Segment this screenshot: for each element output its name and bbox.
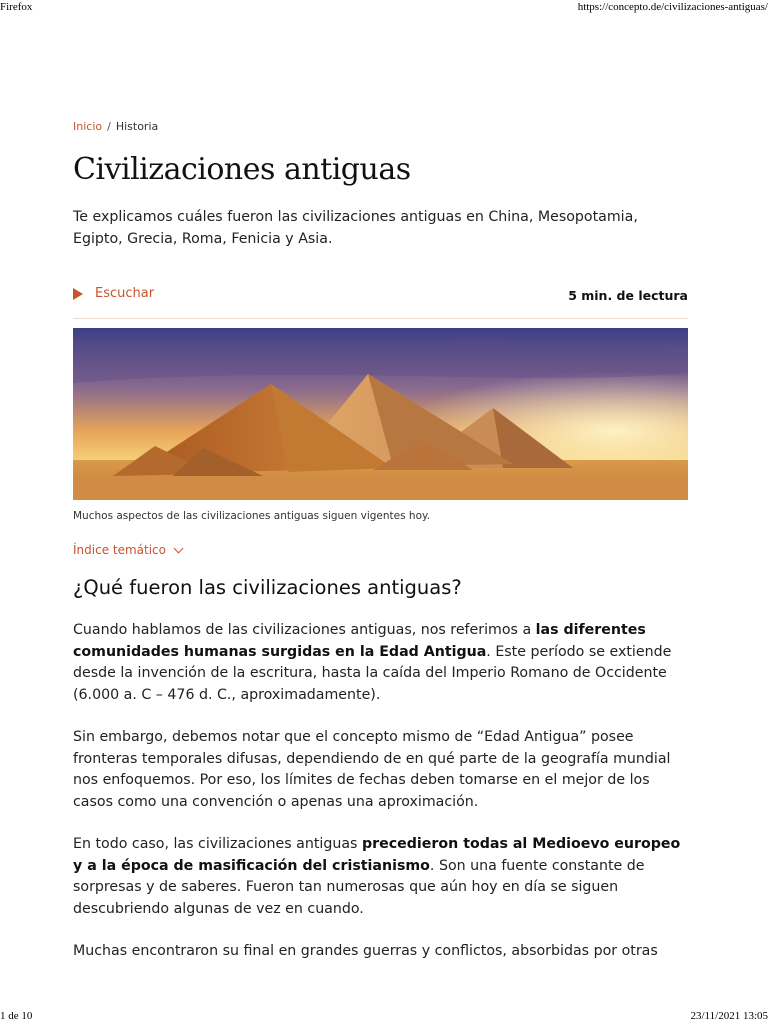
page-number: 1 de 10 xyxy=(0,1010,33,1022)
listen-button[interactable] xyxy=(73,286,154,301)
paragraph-4: Muchas encontraron su final en grandes guerras y conflictos, absorbidas por otras xyxy=(73,943,658,959)
paragraph-1: Cuando hablamos de las civilizaciones antiguas, nos referimos a las diferentes comunidades humanas surgidas en la Edad Antigua. Este período se extiende desde la invención de la escritura, hasta la caída del Imperio Romano de Occidente (6.000 a. C – 476 d. C., aproximadamente). xyxy=(73,622,672,703)
print-header-url: https://concepto.de/civilizaciones-antiguas/ xyxy=(577,1,768,13)
listen-label: Escuchar xyxy=(95,286,155,301)
toc-label: Índice temático xyxy=(73,543,166,557)
section-heading: ¿Qué fueron las civilizaciones antiguas? xyxy=(73,576,462,599)
breadcrumb-home-link[interactable]: Inicio xyxy=(73,120,103,133)
print-footer xyxy=(0,1008,768,1024)
breadcrumb xyxy=(73,120,158,133)
paragraph-3-highlight: precedieron todas al Medioevo europeo y a la época de masificación del cristianismo xyxy=(73,836,681,874)
table-of-contents-toggle[interactable] xyxy=(73,543,182,557)
divider xyxy=(73,318,688,319)
read-time: 5 min. de lectura xyxy=(568,288,688,303)
paragraph-3: En todo caso, las civilizaciones antiguas precedieron todas al Medioevo europeo y a la época de masificación del cristianismo. Son una fuente constante de sorpresas y de saberes. Fueron tan numerosas que aún hoy en día se siguen descubriendo algunas de vez en cuando. xyxy=(73,836,681,917)
hero-image-pyramids xyxy=(73,328,688,500)
image-caption: Muchos aspectos de las civilizaciones antiguas siguen vigentes hoy. xyxy=(73,510,431,522)
article-meta-row xyxy=(73,284,688,308)
article-intro: Te explicamos cuáles fueron las civilizaciones antiguas en China, Mesopotamia, Egipto, Grecia, Roma, Fenicia y Asia. xyxy=(73,209,638,247)
paragraph-1-highlight: las diferentes comunidades humanas surgidas en la Edad Antigua xyxy=(73,622,646,660)
page-title: Civilizaciones antiguas xyxy=(73,152,411,187)
paragraph-2: Sin embargo, debemos notar que el concepto mismo de “Edad Antigua” posee fronteras temporales difusas, dependiendo de en qué parte de la geografía mundial nos enfoquemos. Por eso, los límites de fechas deben tomarse en el mejor de los casos como una convención o apenas una aproximación. xyxy=(73,729,671,810)
chevron-down-icon xyxy=(174,543,184,553)
play-icon xyxy=(73,288,83,300)
breadcrumb-category-link[interactable]: Historia xyxy=(115,120,159,133)
print-header xyxy=(0,0,768,16)
print-timestamp: 23/11/2021 13:05 xyxy=(690,1010,768,1022)
breadcrumb-separator: / xyxy=(107,120,111,133)
print-header-app: Firefox xyxy=(0,1,33,13)
